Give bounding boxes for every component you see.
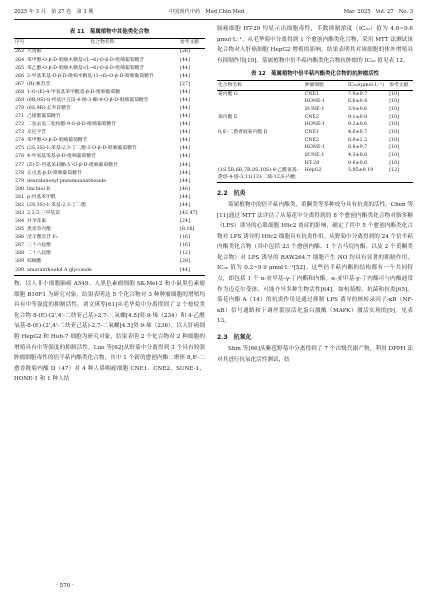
table-11-row — [14, 194, 205, 202]
table-12-cell-ic50: 4.3±0.8 — [347, 153, 368, 159]
table-11-cell-no: 283 — [15, 211, 25, 216]
table-11-cell-ref: [44] — [180, 146, 190, 152]
table-12-cell-cell: SUNE-1 — [304, 107, 325, 113]
table-12-cell-cell: CNE1 — [304, 91, 320, 97]
table-12-cell-name: 菊内酯 E — [218, 114, 238, 120]
table-12-caption: 表 12 菊属植物中倍半萜内酯类化合物的抗肿瘤活性 — [251, 71, 379, 78]
table-11-cell-no: 267 — [15, 81, 25, 87]
table-11-row — [14, 210, 205, 218]
table-11-cell-name: 正戊基-β-D-吡喃葡萄糖苷 — [27, 170, 82, 176]
table-12-cell-name: 8,8'-二愈香既菊内酯 D — [218, 130, 268, 136]
table-11-cell-no: 265 — [15, 65, 25, 71]
table-12-cell-cell: CNE2 — [304, 114, 320, 120]
table-12-cell-cell: CNE2 — [304, 137, 320, 143]
table-11-cell-no: 284 — [15, 219, 25, 225]
table-12-cell-name — [217, 122, 304, 130]
table-11-row — [14, 227, 205, 235]
table-11-row — [14, 146, 205, 154]
table-12-cell-ic50: 7.9±0.7 — [347, 91, 368, 97]
table-11-cell-no: 263 — [15, 49, 25, 55]
table-11-cell-name: (Z)-5'-羟基茉莉酮-5'-O-β-D-吡喃葡萄糖苷 — [27, 162, 118, 168]
table-12-cell-name — [217, 137, 304, 145]
table-11-cell-no: 279 — [15, 178, 25, 184]
table-12-cell-ref: [10] — [389, 160, 400, 166]
table-11-row — [14, 251, 205, 259]
table-12-row — [217, 99, 413, 107]
table-12-cell-ref: [12] — [388, 168, 413, 183]
table-11-cell-no: 286 — [15, 235, 25, 241]
table-12-body — [217, 91, 413, 183]
table-12-cell-ref: [10] — [389, 114, 400, 120]
table-11-cell-name: (6R,9S)-8-羟基巨豆甾-4-烯-3-酮-9-O-β-D-吡喃葡萄糖苷 — [27, 97, 149, 103]
table-12-cell-ic50: 5.95±0.19 — [347, 168, 388, 183]
table-11 — [14, 38, 205, 276]
table-11-cell-name: 对伞花素 — [27, 219, 47, 225]
table-11-cell-no: 274 — [15, 138, 25, 144]
table-11-cell-name: 二十八烷醇 — [27, 251, 51, 257]
table-12-cell-ic50: 6.6±0.4 — [347, 99, 368, 105]
table-11-cell-ref: [26] — [180, 49, 190, 55]
table-11-row — [14, 259, 205, 267]
table-12-cell-name — [217, 160, 304, 168]
header-journal: 中国现代中药 Mod Chin Med — [169, 9, 245, 15]
table-11-cell-name: linchiol B — [27, 186, 50, 192]
table-11-col-ref: 参考文献 — [179, 39, 205, 49]
table-11-cell-ref: [44] — [180, 202, 190, 208]
table-11-cell-ref: [44] — [180, 154, 190, 160]
table-11-cell-name: 京尼平苷 — [27, 130, 47, 136]
page-number: · 570 · — [56, 583, 74, 589]
table-12-header-row — [217, 81, 413, 91]
right-column — [217, 24, 413, 365]
table-11-cell-ref: [27] — [180, 81, 190, 87]
table-11-cell-no: 273 — [15, 130, 25, 136]
header-issue-en: Mar. 2025 Vol. 27 No. 3 — [343, 9, 413, 15]
table-12-col-ic50: IC₅₀/(μmol·L⁻¹) — [347, 81, 388, 91]
table-11-cell-no: 290 — [14, 267, 26, 276]
table-11-cell-no: 285 — [15, 227, 25, 233]
table-11-row — [14, 186, 205, 194]
table-11-cell-no: 289 — [15, 259, 25, 265]
table-11-cell-no: 276 — [15, 154, 25, 160]
table-11-row — [14, 48, 205, 57]
table-12 — [217, 80, 413, 183]
table-12-col-cell: 肿瘤细胞 — [304, 81, 347, 91]
table-11-body — [14, 48, 205, 275]
table-11-cell-name: p-羟基苯甲醛 — [27, 194, 56, 200]
table-12-cell-ic50: 4.6±0.7 — [347, 130, 368, 136]
table-11-cell-ref: [42,47] — [180, 211, 198, 216]
table-11-row — [14, 218, 205, 226]
table-11-cell-name: 二氢去氢二松柏醇-9-O-β-D-吡喃葡萄糖苷 — [27, 122, 117, 128]
table-11-cell-no: 269 — [15, 97, 25, 103]
table-12-cell-name: (1S,5R,6R,7R,8S,10S)-8-乙酰氧基-愈创-4-烯-3,11(13)-二烯-12,6-内酯 — [217, 168, 304, 183]
table-12-cell-ic50: 9.1±0.8 — [347, 114, 368, 120]
table-12-cell-ic50: 9.2±0.6 — [347, 122, 368, 128]
table-11-row — [14, 73, 205, 81]
table-11-cell-name: 苯甲醇-O-β-D-吡喃葡萄糖苷 — [27, 138, 88, 144]
table-11-row — [14, 162, 205, 170]
table-12-row — [217, 130, 413, 138]
table-11-cell-name: 大黄酚 — [27, 49, 42, 55]
table-11-row — [14, 89, 205, 97]
table-11-cell-no: 270 — [15, 105, 25, 111]
table-11-cell-name: (R)-紫苏苷 — [27, 81, 51, 87]
table-11-row — [14, 202, 205, 210]
table-11-cell-ref: [44] — [180, 105, 190, 111]
table-11-row — [14, 170, 205, 178]
table-11-cell-name: 淫羊藿次苷 F₂ — [27, 235, 58, 241]
table-12-cell-ref: [10] — [389, 145, 400, 151]
table-11-cell-ref: [12] — [180, 251, 190, 257]
table-12-cell-cell: HONE-1 — [304, 122, 326, 128]
table-11-cell-name: 苯乙醇-O-β-D-吡喃木糖基-(1→6)-O-β-D-吡喃葡萄糖苷 — [27, 65, 145, 71]
table-11-row — [14, 267, 205, 276]
table-11-row — [14, 57, 205, 65]
table-11-row — [14, 65, 205, 73]
table-12-cell-ref: [10] — [389, 153, 400, 159]
table-11-cell-ref: [24] — [180, 219, 190, 225]
table-12-row — [217, 152, 413, 160]
table-12-cell-name: 菊内酯 G — [218, 91, 238, 97]
table-12-cell-ref: [10] — [389, 107, 400, 113]
table-11-cell-no: 266 — [15, 73, 25, 79]
table-11-cell-ref: [44] — [180, 162, 190, 168]
table-11-cell-name: (2S,3S)-1-苯基-2,3-丁二醇 — [27, 202, 86, 208]
table-11-caption: 表 11 菊属植物中其他类化合物 — [69, 29, 150, 35]
table-12-cell-ref: [10] — [389, 91, 400, 97]
table-12-cell-cell: HepG2 — [304, 168, 347, 183]
table-11-row — [14, 138, 205, 146]
table-11-cell-no: 282 — [15, 202, 25, 208]
table-12-cell-cell: HONE-1 — [304, 145, 326, 151]
table-11-cell-ref: [44] — [180, 194, 190, 200]
table-11-cell-no: 272 — [15, 122, 25, 128]
table-11-cell-no: 281 — [15, 194, 25, 200]
table-11-row — [14, 130, 205, 138]
table-11-cell-name: 苯甲醇-O-β-D-吡喃木糖基-(1→6)-O-β-D-吡喃葡萄糖苷 — [27, 57, 145, 63]
table-11-cell-name: (6S,9R)-长寿花糖苷 — [27, 105, 71, 111]
table-11-cell-ref: [44] — [180, 73, 190, 79]
table-12-row — [217, 137, 413, 145]
table-11-cell-no: 275 — [15, 146, 25, 152]
table-12-row — [217, 145, 413, 153]
table-12-cell-cell: CNE1 — [304, 130, 320, 136]
table-12-row — [217, 91, 413, 99]
table-11-cell-ref: [28] — [180, 259, 190, 265]
table-11-col-no: 序号 — [14, 39, 26, 49]
table-11-cell-no: 280 — [15, 186, 25, 192]
table-11-row — [14, 154, 205, 162]
table-11-cell-no: 287 — [15, 243, 25, 249]
table-12-cell-cell: SUNE-1 — [304, 153, 325, 159]
table-11-cell-ref: [46] — [180, 186, 190, 192]
table-11-cell-ref: [44] — [180, 89, 190, 95]
table-12-cell-ic50: 6.0±1.2 — [347, 137, 368, 143]
table-12-cell-ic50: 3.0±0.6 — [347, 107, 368, 113]
table-11-row — [14, 235, 205, 243]
section-2-2-paragraph: 菊属植物中的倍半萜内酯类、黄酮类等多种成分具有抗炎的活性。Chen 等[11]通过 MTT 法评估了从菊花中分离得到的 8 个愈创内酯类化合物对脂多糖（LPS）诱导的心肌细胞 H9c2 炎症的影响，确定了其中 5 个愈创内酯类化合物对 LPS 诱导的 H9c2 细胞具有抗炎作用。从野菊中分离得到的 24 个倍半萜内酯类化合物（其中包括 23 个愈创内酯、1 个吉马烷内酯，以及 2 个黄酮类化合物）对 LPS 诱导的 RAW264.7 细胞产生 NO 均具有显著的抑制作用，IC₅₀ 值为 0.2~9.9 μmol·L⁻¹[52]。这些倍半萜内酯的结构都有一个共同特点，即包括 1 个 α-亚甲基-γ-丁内酯和内酯。α-亚甲基-γ-丁内酯可与内酯通常作为迈克尔受体，可能介导多种生物活性[64]。如杭菊醇、抗菌和抗炎[65]。菊花内酯 A（14）的抗炎作用是通过抑制 LPS 诱导的核转录因子-κB（NF-κB）信号通路和下调丝裂原活化蛋白激酶（MAPK）激活实现的[9]，见表 13。 — [217, 201, 413, 325]
left-column — [14, 24, 205, 385]
table-12-row — [217, 107, 413, 115]
table-12-row — [217, 160, 413, 168]
table-12-cell-ref: [10] — [389, 122, 400, 128]
table-11-cell-ref: [44] — [180, 130, 190, 136]
table-12-cell-name — [217, 145, 304, 153]
table-11-cell-no: 288 — [15, 251, 25, 257]
table-11-row — [14, 243, 205, 251]
table-11-header-row — [14, 39, 205, 49]
table-11-cell-ref: [44] — [180, 57, 190, 63]
table-11-cell-no: 277 — [15, 162, 25, 168]
table-11-cell-name: 黑麦草内酯 — [27, 227, 51, 233]
table-11-cell-ref: [44] — [180, 97, 190, 103]
table-12-cell-ic50: 9.6±0.6 — [347, 160, 368, 166]
right-intro-paragraph: 肠癌细胞 HT-29 均显示出细胞毒性，半数抑制浓度（IC₅₀）值为 4.6~9.6 μmol·L⁻¹。从毛华菊中分离得到 1 个愈创内酯类化合物，采用 MTT 法测试该化合物对人肝癌细胞 HepG2 增殖的影响，结果表明其对该细胞的体外增殖具有抑制作用[19]。菊属植物中倍半萜内酯类化合物抗肿瘤的 IC₅₀ 值见表 12。 — [217, 26, 413, 64]
table-11-row — [14, 122, 205, 130]
table-11-row — [14, 97, 205, 105]
table-12-col-ref: 参考文献 — [388, 81, 413, 91]
table-11-cell-no: 278 — [15, 170, 25, 176]
table-12-col-name: 化合物名称 — [217, 81, 304, 91]
table-11-row — [14, 81, 205, 89]
table-12-cell-cell: HT-29 — [304, 160, 320, 166]
section-2-3-title: 2.3 抗氧化 — [217, 334, 252, 342]
table-11-cell-name: 三十六烷醇 — [27, 243, 51, 249]
table-11-cell-name: 棕榈酸 — [27, 259, 42, 265]
table-12-cell-ic50: 6.8±0.7 — [347, 145, 368, 151]
table-11-cell-name: 4-甲氧基苯基-β-D-吡喃葡萄糖苷 — [27, 154, 97, 160]
table-11-cell-ref: [44] — [180, 170, 190, 176]
table-12-cell-ref: [10] — [389, 99, 400, 105]
table-11-cell-no: 264 — [15, 57, 25, 63]
table-11-cell-name: dearabinosyl pneumonanthoside — [27, 178, 107, 184]
table-11-row — [14, 178, 205, 186]
table-12-row — [217, 168, 413, 183]
section-2-2-title: 2.2 抗炎 — [217, 189, 246, 197]
table-11-cell-ref: [8,16] — [180, 227, 195, 233]
table-11-cell-name: 1-O-(E)-4-甲氧基苯甲酰基-β-D-吡喃葡萄糖 — [27, 89, 121, 95]
table-11-cell-ref: [16] — [180, 243, 190, 249]
table-12-row — [217, 114, 413, 122]
table-11-row — [14, 105, 205, 113]
table-12-cell-name — [217, 99, 304, 107]
table-11-cell-name: 2,3,5-三甲基萘 — [27, 211, 61, 216]
table-12-cell-ref: [10] — [389, 130, 400, 136]
table-11-cell-name: 己烯醛葡萄糖苷 — [27, 114, 61, 120]
table-11-cell-ref: [44] — [180, 65, 190, 71]
table-11-cell-ref: [44] — [180, 122, 190, 128]
header-rule — [14, 19, 413, 20]
left-paragraph: 物，以人非小细胞肺癌 A549、人黑色素瘤细胞 SK-Mel-2 和小鼠黑色素瘤细胞 B16F1 为研究对象，结果表明这 5 个化合物对 3 种肿瘤细胞的增殖均具有中等强度的抑制活性。刘文琪等[61]从毛华菊中分离得到了 2 个桉烷类化合物 8-(E)-(2',4'-二炔亚己基)-2,7-二氧螺[4.5]癸-9-烯（234）和 4-乙酰氧基-8-(E)-(2',4'-二炔亚己基)-2,7-二氧螺[4.5]癸-9-烯（236），以人肝癌细胞 HepG2 和 Huh-7 细胞为研究对象，结果表明 2 个化合物对 2 种细胞的增殖具有中等强度的抑制活性。Luo 等[62]从野菊中分离得到 3 个具有较强肿瘤细胞毒性的倍半萜内酯类化合物，其中 1 个新的愈创内酯二聚体 8,8'-二愈香既菊内酯 D（47）对 4 种人鼻咽癌细胞 CNE1、CNE2、SUNE-1、HONE-1 和 1 种人结 — [14, 281, 205, 383]
table-11-cell-ref: [44] — [180, 114, 190, 120]
table-11-cell-no: 271 — [15, 114, 25, 120]
table-12-cell-name — [217, 152, 304, 160]
table-11-row — [14, 113, 205, 121]
table-11-cell-ref: [44] — [180, 138, 190, 144]
table-11-cell-ref: [16] — [180, 235, 190, 241]
table-12-cell-cell: HONE-1 — [304, 99, 326, 105]
table-12-cell-name — [217, 107, 304, 115]
table-12-cell-ref: [10] — [389, 137, 400, 143]
header-issue: 2025 年 3 月 第 27 卷 第 3 期 — [14, 9, 94, 15]
table-11-cell-name: amaranthoidol A glycoside — [26, 267, 179, 276]
table-11-cell-name: 2-甲基苯基-O-β-D-吡喃木糖基-(1→6)-O-β-D-吡喃葡萄糖苷 — [27, 73, 154, 79]
section-2-3-paragraph: Shin 等[66]从紫苞野菊中分离得到了 7 个次级代谢产物，利用 DPPH 法对其进行抗氧化活性测试，结 — [217, 346, 413, 363]
table-11-cell-ref: [44] — [179, 267, 205, 276]
table-11-cell-name: (2S,3S)-1-苯基-2,3-丁二醇-3-O-β-D-吡喃葡萄糖苷 — [27, 146, 137, 152]
table-12-row — [217, 122, 413, 130]
table-11-col-name: 化合物名称 — [26, 39, 179, 49]
table-11-cell-no: 268 — [15, 89, 25, 95]
table-11-cell-ref: [44] — [180, 178, 190, 184]
